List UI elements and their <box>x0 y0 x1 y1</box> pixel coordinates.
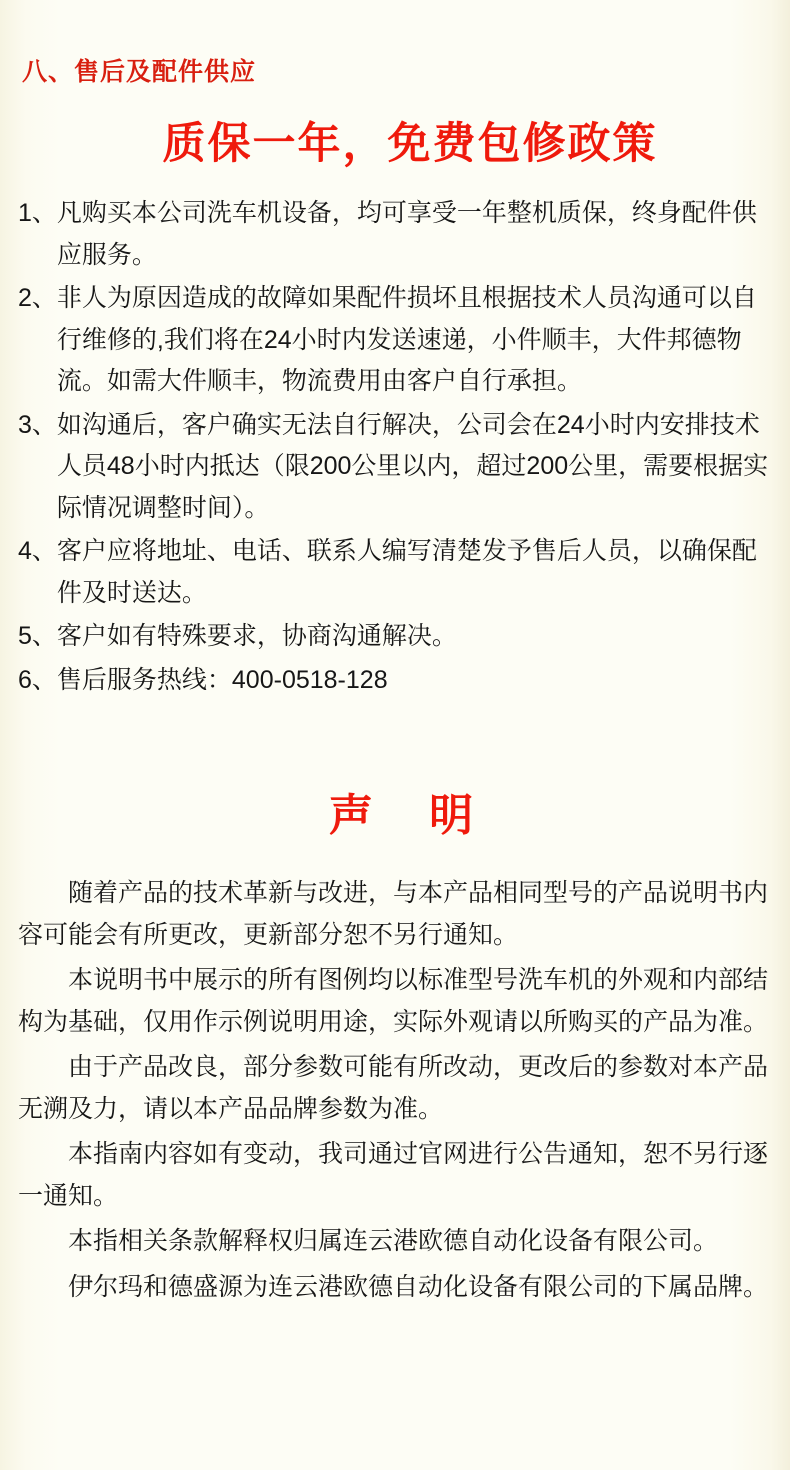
list-item-number: 5、 <box>18 622 57 650</box>
declaration-paragraph: 随着产品的技术革新与改进，与本产品相同型号的产品说明书内容可能会有所更改，更新部分恕不另行通知。 <box>18 879 769 949</box>
list-item <box>18 660 772 702</box>
declaration-paragraph: 由于产品改良，部分参数可能有所改动，更改后的参数对本产品无溯及力，请以本产品品牌参数为准。 <box>18 1053 769 1123</box>
list-item <box>18 405 772 530</box>
list-item-text: 售后服务热线：400-0518-128 <box>56 665 388 694</box>
section-title: 八、售后及配件供应 <box>22 58 257 86</box>
declaration-paragraph: 本指南内容如有变动，我司通过官网进行公告通知，恕不另行逐一通知。 <box>18 1140 769 1210</box>
list-item-text: 凡购买本公司洗车机设备，均可享受一年整机质保，终身配件供应服务。 <box>56 199 757 269</box>
declaration-body <box>18 873 772 1308</box>
list-item-text: 如沟通后，客户确实无法自行解决，公司会在24小时内安排技术人员48小时内抵达（限200公里以内，超过200公里，需要根据实际情况调整时间）。 <box>56 410 769 522</box>
list-item <box>18 278 772 403</box>
list-item-text: 客户应将地址、电话、联系人编写清楚发予售后人员，以确保配件及时送达。 <box>56 537 757 607</box>
list-item-number: 2、 <box>18 284 57 312</box>
declaration-paragraph: 本说明书中展示的所有图例均以标准型号洗车机的外观和内部结构为基础，仅用作示例说明用途，实际外观请以所购买的产品为准。 <box>18 966 769 1036</box>
list-item-number: 3、 <box>18 410 57 439</box>
list-item <box>18 193 772 276</box>
list-item <box>18 531 772 614</box>
list-item <box>18 616 772 658</box>
declaration-title: 声 明 <box>328 791 496 840</box>
declaration-paragraph: 伊尔玛和德盛源为连云港欧德自动化设备有限公司的下属品牌。 <box>68 1272 769 1301</box>
list-item-text: 非人为原因造成的故障如果配件损坏且根据技术人员沟通可以自行维修的,我们将在24小时内发送速递，小件顺丰，大件邦德物流。如需大件顺丰，物流费用由客户自行承担。 <box>56 284 757 395</box>
declaration-paragraph: 本指相关条款解释权归属连云港欧德自动化设备有限公司。 <box>68 1227 719 1255</box>
list-item-text: 客户如有特殊要求，协商沟通解决。 <box>56 622 457 650</box>
warranty-list <box>18 193 772 701</box>
list-item-number: 1、 <box>18 199 57 227</box>
list-item-number: 6、 <box>18 665 57 694</box>
list-item-number: 4、 <box>18 537 57 565</box>
warranty-headline: 质保一年，免费包修政策 <box>162 120 658 168</box>
